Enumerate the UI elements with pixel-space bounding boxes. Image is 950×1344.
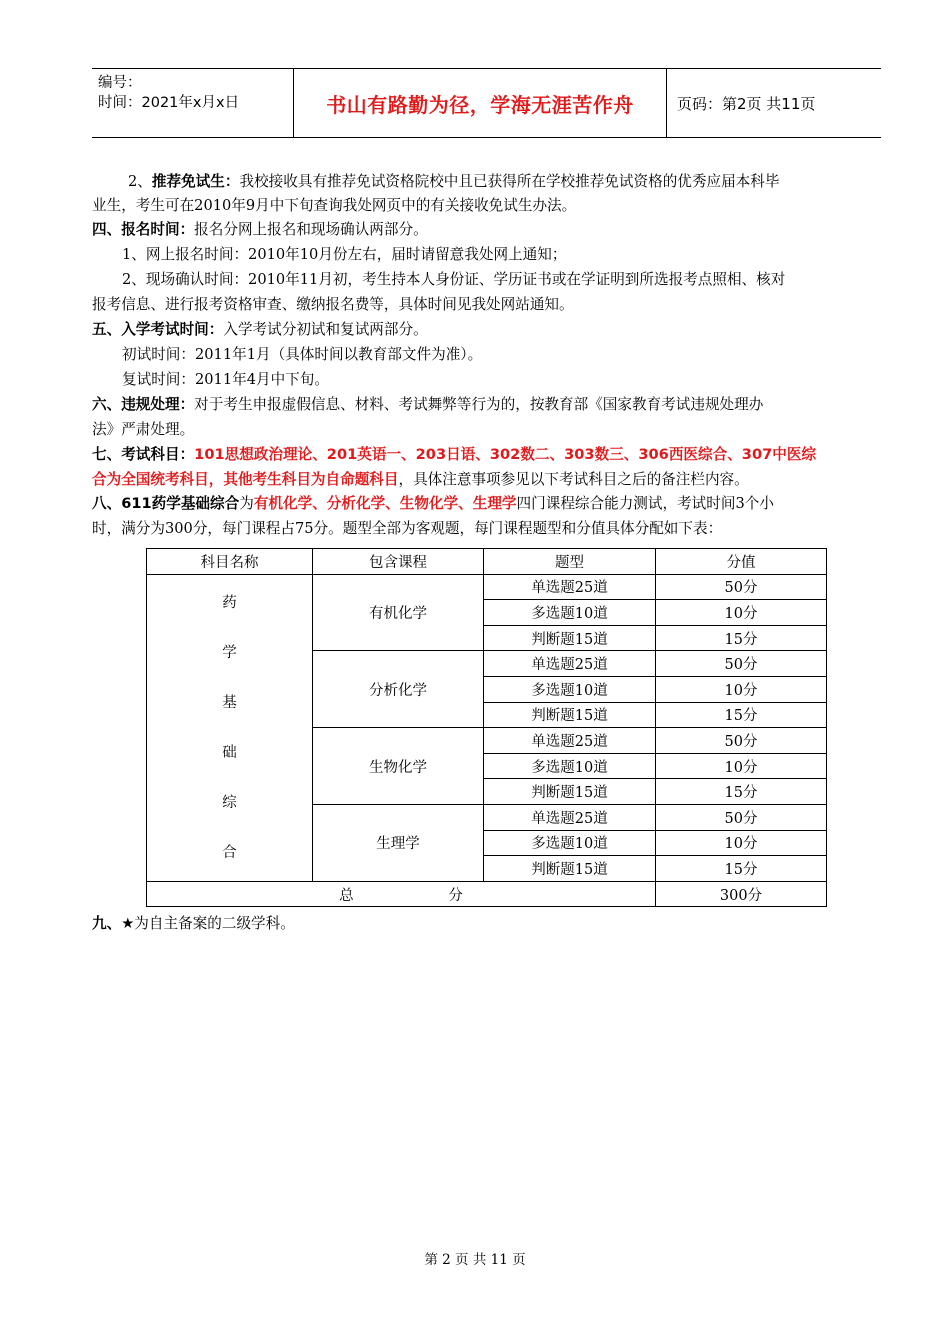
para-number: 2、 bbox=[128, 173, 152, 190]
section-5-item-2: 复试时间：2011年4月中下旬。 bbox=[122, 371, 329, 388]
score-cell: 10分 bbox=[656, 676, 827, 702]
subject-char: 综 bbox=[222, 794, 237, 811]
type-cell: 单选题25道 bbox=[484, 651, 656, 677]
time-label: 时间：2021年x月x日 bbox=[98, 95, 240, 111]
section-text: 为 bbox=[239, 495, 254, 512]
motto: 书山有路勤为径，学海无涯苦作舟 bbox=[326, 93, 634, 117]
type-cell: 判断题15道 bbox=[484, 702, 656, 728]
page-header bbox=[92, 68, 881, 138]
page-label: 页码：第2页 共11页 bbox=[677, 95, 816, 113]
section-heading: 六、违规处理： bbox=[92, 396, 195, 413]
score-cell: 10分 bbox=[656, 600, 827, 626]
type-cell: 判断题15道 bbox=[484, 625, 656, 651]
section-heading: 四、报名时间： bbox=[92, 221, 195, 238]
header-left-cell bbox=[92, 69, 294, 137]
section-4-item-2: 2、现场确认时间：2010年11月初，考生持本人身份证、学历证书或在学证明到所选报考点照相、核对 bbox=[122, 271, 786, 288]
type-cell: 单选题25道 bbox=[484, 804, 656, 830]
score-cell: 10分 bbox=[656, 830, 827, 856]
score-cell: 10分 bbox=[656, 753, 827, 779]
course-cell: 有机化学 bbox=[313, 574, 484, 651]
section-5 bbox=[92, 320, 428, 340]
type-cell: 多选题10道 bbox=[484, 600, 656, 626]
page-footer: 第 2 页 共 11 页 bbox=[424, 1252, 526, 1268]
type-cell: 判断题15道 bbox=[484, 779, 656, 805]
section-text: 四门课程综合能力测试，考试时间3个小 bbox=[516, 495, 774, 512]
section-heading: 八、611药学基础综合 bbox=[92, 495, 240, 512]
score-cell: 15分 bbox=[656, 779, 827, 805]
total-value-cell: 300分 bbox=[656, 881, 827, 907]
table-header: 分值 bbox=[656, 549, 827, 575]
section-heading: 五、入学考试时间： bbox=[92, 321, 224, 338]
score-cell: 50分 bbox=[656, 728, 827, 754]
section-8-cont: 时，满分为300分，每门课程占75分。题型全部为客观题，每门课程题型和分值具体分配如下表： bbox=[92, 520, 723, 537]
total-label: 总 bbox=[339, 887, 354, 904]
score-cell: 50分 bbox=[656, 651, 827, 677]
section-text: 报名分网上报名和现场确认两部分。 bbox=[194, 221, 428, 238]
subject-char: 学 bbox=[222, 644, 237, 661]
subject-char: 础 bbox=[222, 744, 237, 761]
score-cell: 15分 bbox=[656, 856, 827, 882]
subject-char: 合 bbox=[222, 844, 237, 861]
section-text: 对于考生申报虚假信息、材料、考试舞弊等行为的，按教育部《国家教育考试违规处理办 bbox=[194, 396, 764, 413]
para-heading: 推荐免试生： bbox=[151, 173, 240, 190]
section-text-red: 101思想政治理论、201英语一、203日语、302数二、303数三、306西医综合、307中医综 bbox=[194, 446, 817, 463]
section-6 bbox=[92, 395, 763, 415]
type-cell: 单选题25道 bbox=[484, 574, 656, 600]
table-row bbox=[147, 574, 827, 600]
course-cell: 分析化学 bbox=[313, 651, 484, 728]
section-7 bbox=[92, 445, 816, 465]
section-5-item-1: 初试时间：2011年1月（具体时间以教育部文件为准）。 bbox=[122, 346, 483, 363]
type-cell: 判断题15道 bbox=[484, 856, 656, 882]
section-4 bbox=[92, 220, 428, 240]
total-label: 分 bbox=[448, 887, 463, 904]
para-recommend bbox=[128, 172, 779, 192]
section-text: 为自主备案的二级学科。 bbox=[134, 915, 295, 932]
para-text: 我校接收具有推荐免试资格院校中且已获得所在学校推荐免试资格的优秀应届本科毕 bbox=[239, 173, 780, 190]
section-heading: 七、考试科目： bbox=[92, 446, 195, 463]
section-text-red: 有机化学、分析化学、生物化学、生理学 bbox=[253, 495, 517, 512]
score-table bbox=[146, 548, 827, 907]
section-4-item-1: 1、网上报名时间：2010年10月份左右，届时请留意我处网上通知； bbox=[122, 246, 567, 263]
score-cell: 50分 bbox=[656, 804, 827, 830]
table-header: 题型 bbox=[484, 549, 656, 575]
section-9 bbox=[92, 914, 295, 934]
type-cell: 多选题10道 bbox=[484, 676, 656, 702]
header-center-cell bbox=[294, 69, 667, 137]
score-cell: 50分 bbox=[656, 574, 827, 600]
type-cell: 多选题10道 bbox=[484, 830, 656, 856]
table-header: 科目名称 bbox=[147, 549, 313, 575]
section-8 bbox=[92, 494, 774, 514]
table-total-row bbox=[147, 881, 827, 907]
number-label: 编号： bbox=[98, 75, 142, 91]
section-4-item-2-cont: 报考信息、进行报考资格审查、缴纳报名费等，具体时间见我处网站通知。 bbox=[92, 296, 574, 313]
section-6-cont: 法》严肃处理。 bbox=[92, 421, 195, 438]
section-7-cont bbox=[92, 470, 749, 490]
subject-char: 药 bbox=[222, 594, 237, 611]
section-heading: 九、★ bbox=[92, 915, 135, 932]
type-cell: 多选题10道 bbox=[484, 753, 656, 779]
score-cell: 15分 bbox=[656, 625, 827, 651]
subject-name-cell bbox=[147, 574, 313, 881]
subject-char: 基 bbox=[222, 694, 237, 711]
section-text: 入学考试分初试和复试两部分。 bbox=[223, 321, 428, 338]
table-header-row bbox=[147, 549, 827, 575]
score-cell: 15分 bbox=[656, 702, 827, 728]
header-right-cell bbox=[667, 69, 881, 137]
section-text: ，具体注意事项参见以下考试科目之后的备注栏内容。 bbox=[398, 471, 749, 488]
course-cell: 生理学 bbox=[313, 804, 484, 881]
course-cell: 生物化学 bbox=[313, 728, 484, 805]
para-recommend-cont: 业生，考生可在2010年9月中下旬查询我处网页中的有关接收免试生办法。 bbox=[92, 197, 577, 214]
total-label-cell bbox=[147, 881, 656, 907]
section-text-red: 合为全国统考科目，其他考生科目为自命题科目 bbox=[92, 471, 399, 488]
type-cell: 单选题25道 bbox=[484, 728, 656, 754]
table-header: 包含课程 bbox=[313, 549, 484, 575]
